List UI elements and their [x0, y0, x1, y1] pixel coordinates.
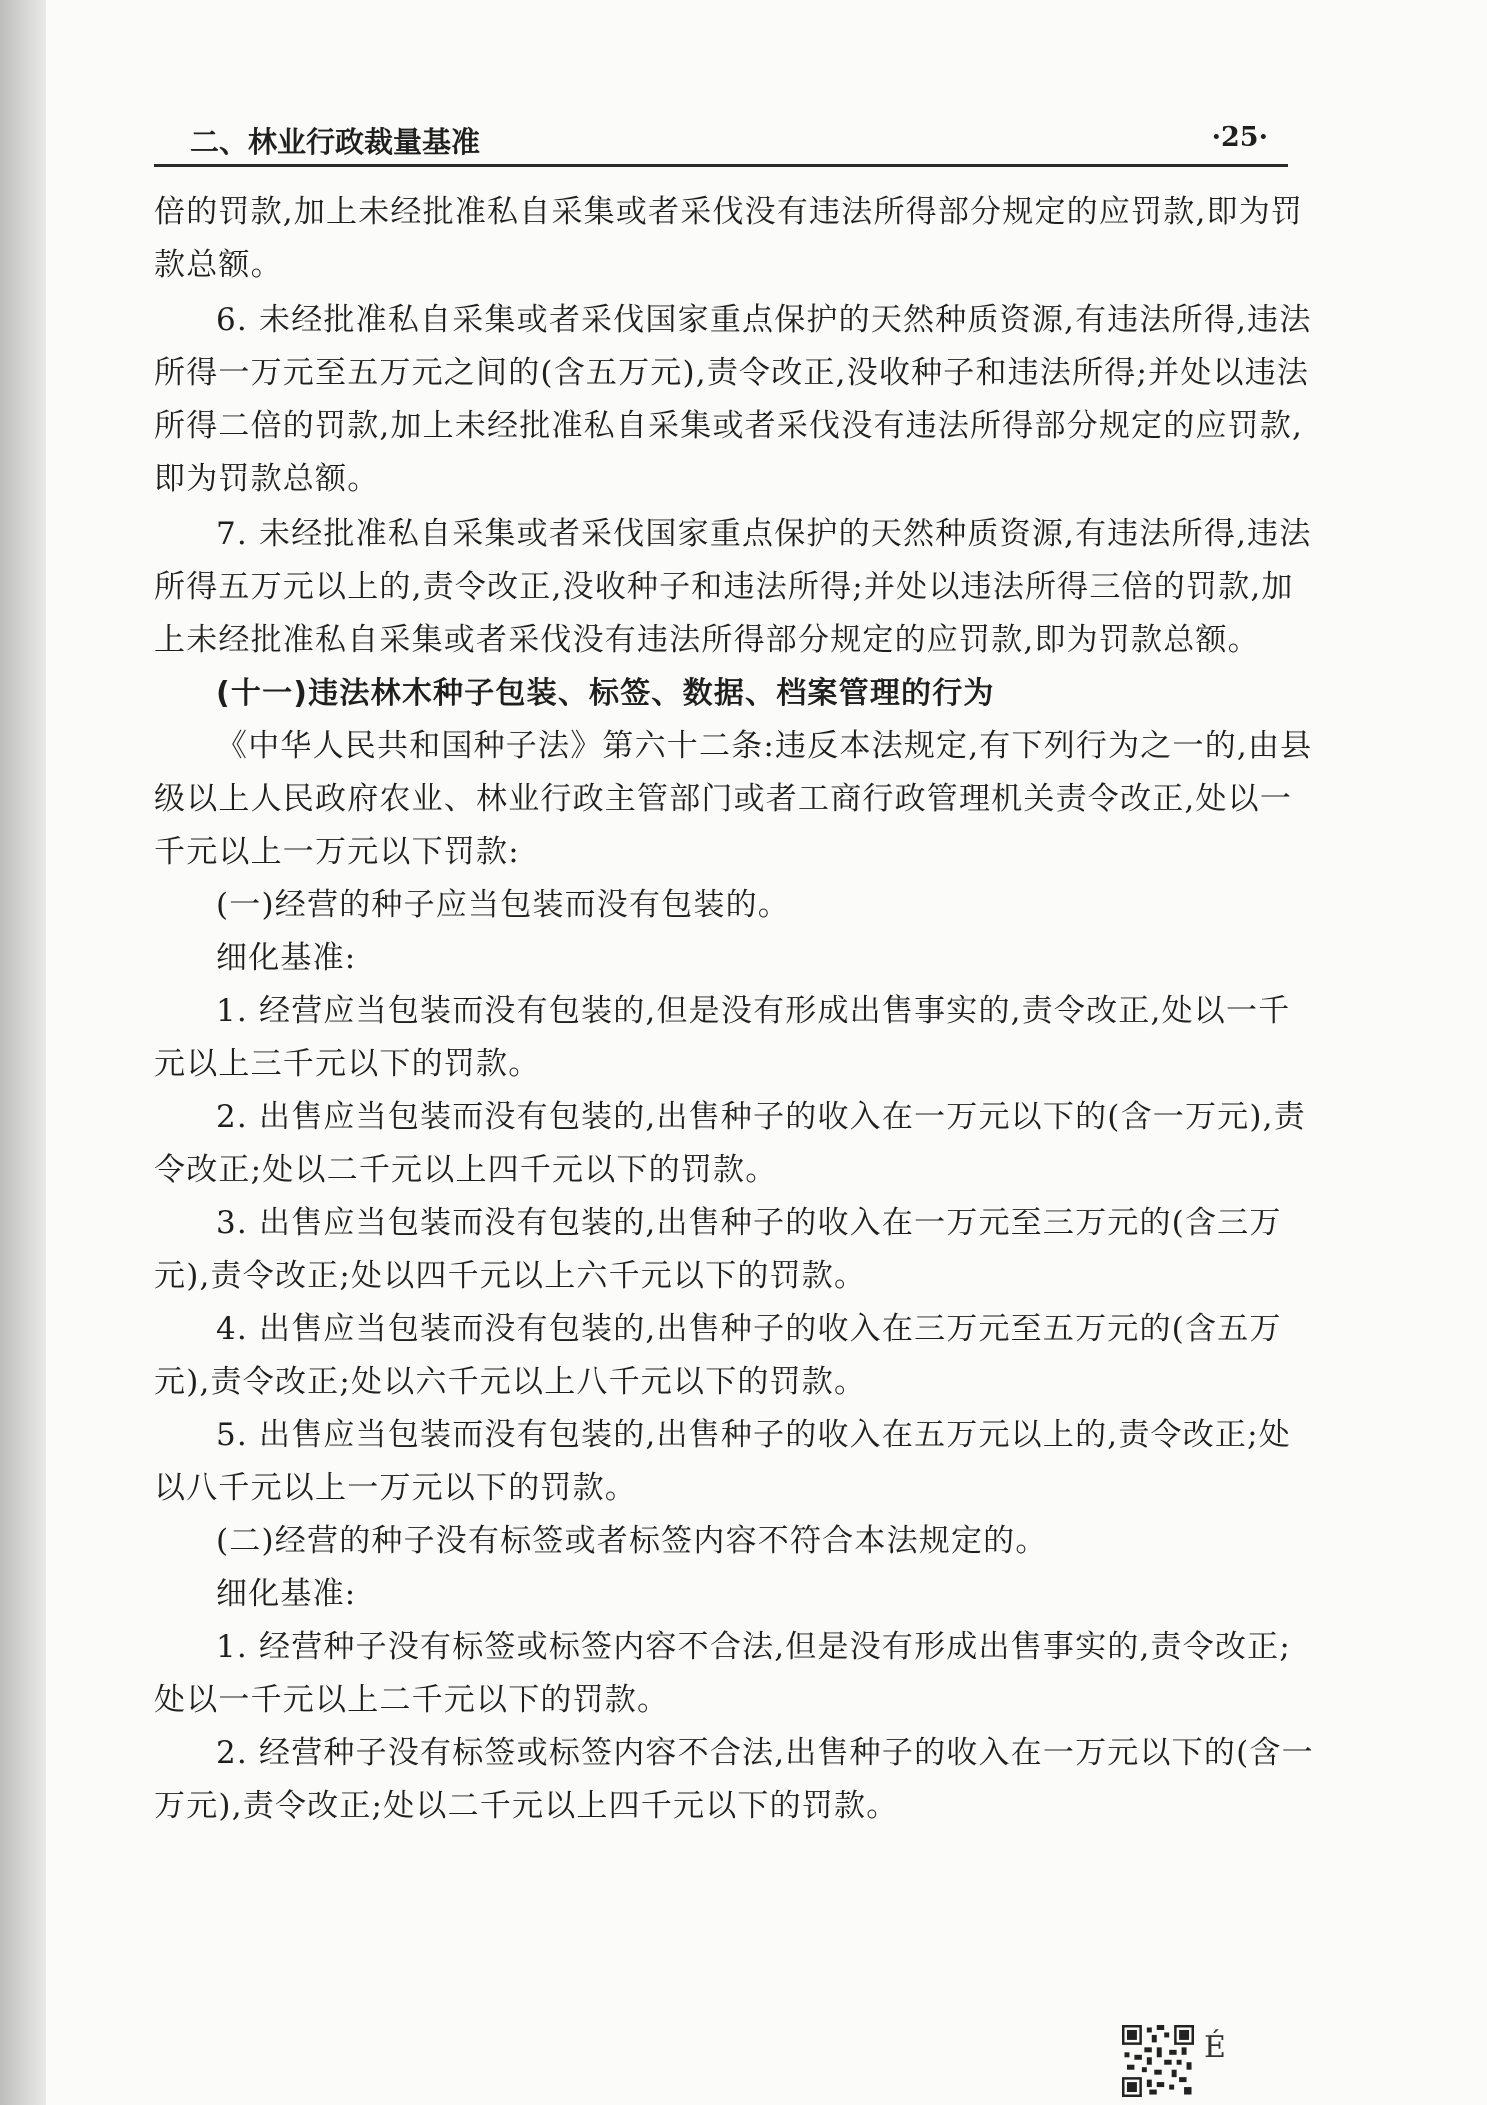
subsection-heading-2: (二)经营的种子没有标签或者标签内容不符合本法规定的。 [216, 1523, 1048, 1559]
criteria-item-4: 4. 出售应当包装而没有包装的,出售种子的收入在三万元至五万元的(含五万元),责令改正;处以六千元以上八千元以下的罚款。 [154, 1311, 1282, 1400]
criteria-item-1: 1. 经营应当包装而没有包装的,但是没有形成出售事实的,责令改正,处以一千元以上三千元以下的罚款。 [154, 993, 1291, 1082]
label-criteria-item-1: 1. 经营种子没有标签或标签内容不合法,但是没有形成出售事实的,责令改正;处以一千元以上二千元以下的罚款。 [154, 1629, 1291, 1718]
criteria-item-2: 2. 出售应当包装而没有包装的,出售种子的收入在一万元以下的(含一万元),责令改正;处以二千元以上四千元以下的罚款。 [154, 1099, 1306, 1188]
criteria-item-3: 3. 出售应当包装而没有包装的,出售种子的收入在一万元至三万元的(含三万元),责令改正;处以四千元以上六千元以下的罚款。 [154, 1205, 1282, 1294]
criteria-label: 细化基准: [216, 1576, 357, 1612]
running-header [154, 118, 1288, 167]
book-spine-shadow [0, 0, 46, 2105]
paragraph-item-7: 7. 未经批准私自采集或者采伐国家重点保护的天然种质资源,有违法所得,违法所得五万元以上的,责令改正,没收种子和违法所得;并处以违法所得三倍的罚款,加上未经批准私自采集或者采伐没有违法所得部分规定的应罚款,即为罚款总额。 [154, 516, 1312, 658]
paragraph-continuation: 倍的罚款,加上未经批准私自采集或者采伐没有违法所得部分规定的应罚款,即为罚款总额。 [154, 194, 1304, 283]
label-criteria-item-2: 2. 经营种子没有标签或标签内容不合法,出售种子的收入在一万元以下的(含一万元),责令改正;处以二千元以上四千元以下的罚款。 [154, 1735, 1314, 1824]
footer-mark: É [1204, 2030, 1226, 2065]
paragraph-item-6: 6. 未经批准私自采集或者采伐国家重点保护的天然种质资源,有违法所得,违法所得一万元至五万元之间的(含五万元),责令改正,没收种子和违法所得;并处以违法所得二倍的罚款,加上未经批准私自采集或者采伐没有违法所得部分规定的应罚款,即为罚款总额。 [154, 302, 1312, 497]
criteria-label: 细化基准: [216, 940, 357, 976]
criteria-item-5: 5. 出售应当包装而没有包装的,出售种子的收入在五万元以上的,责令改正;处以八千元以上一万元以下的罚款。 [154, 1417, 1291, 1506]
subsection-heading-1: (一)经营的种子应当包装而没有包装的。 [216, 887, 790, 923]
qr-code-icon [1122, 2025, 1194, 2097]
page-number: ·25· [1211, 122, 1268, 153]
law-citation: 《中华人民共和国种子法》第六十二条:违反本法规定,有下列行为之一的,由县级以上人民政府农业、林业行政主管部门或者工商行政管理机关责令改正,处以一千元以上一万元以下罚款: [154, 728, 1313, 870]
page-body [154, 186, 1322, 1833]
section-title: 二、林业行政裁量基准 [190, 125, 481, 159]
section-heading-11: (十一)违法林木种子包装、标签、数据、档案管理的行为 [216, 676, 995, 711]
